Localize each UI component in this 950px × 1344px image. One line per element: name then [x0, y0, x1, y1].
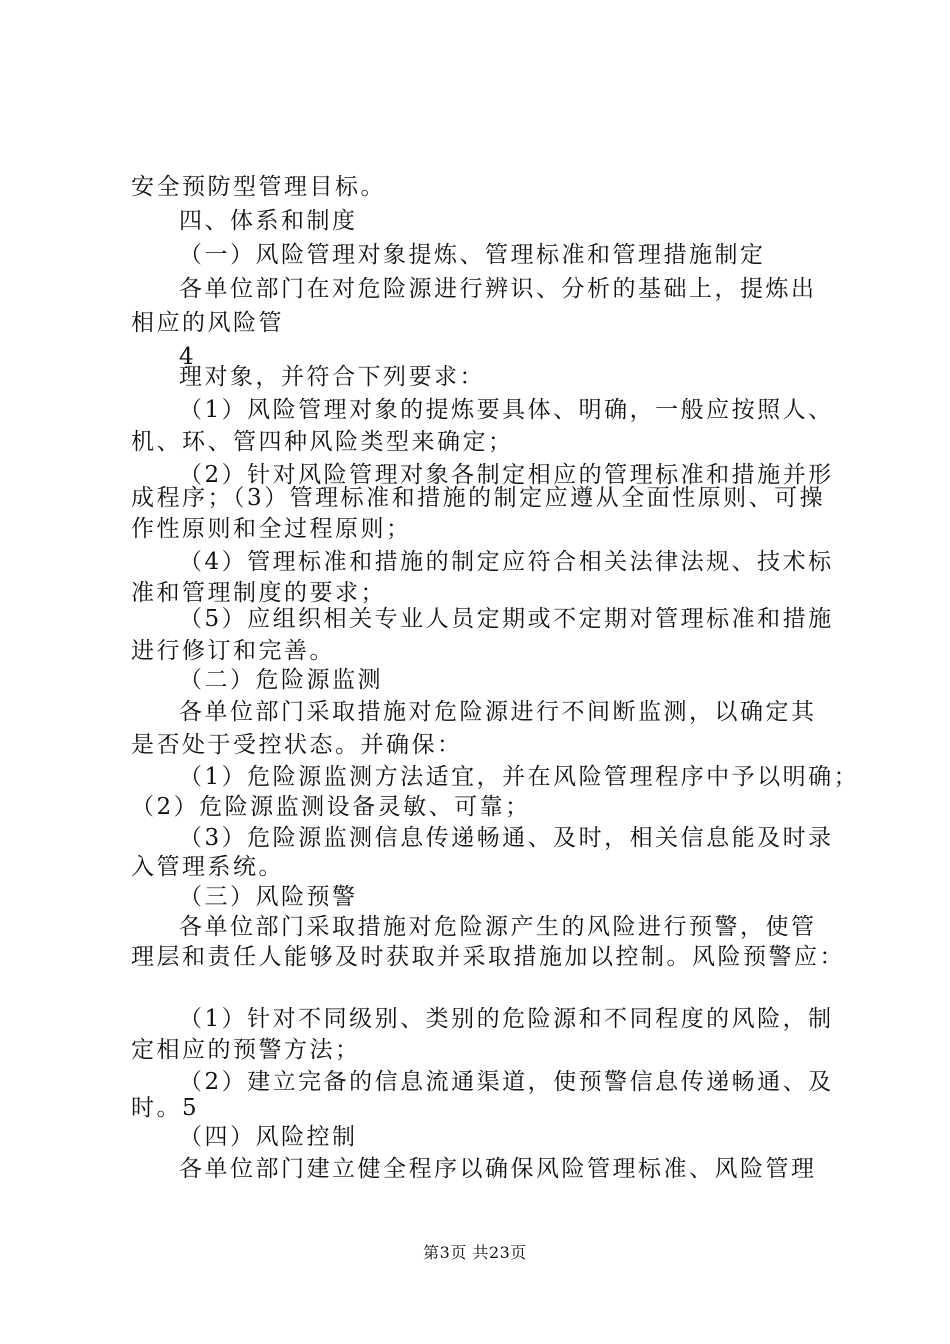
- list-item: （1）危险源监测方法适宜，并在风险管理程序中予以明确；: [179, 764, 860, 790]
- text-line: 安全预防型管理目标。: [131, 174, 386, 200]
- text-line: 时。5: [131, 1095, 200, 1121]
- subsection-heading: （三）风险预警: [179, 884, 358, 910]
- list-item: （2）建立完备的信息流通渠道，使预警信息传递畅通、及: [179, 1069, 834, 1095]
- text-line: 准和管理制度的要求；: [131, 580, 386, 606]
- text-line: 定相应的预警方法；: [131, 1037, 361, 1063]
- subsection-heading: （一）风险管理对象提炼、管理标准和管理措施制定: [179, 242, 766, 268]
- page-footer: 第3页 共23页: [423, 1243, 527, 1262]
- text-line: 各单位部门建立健全程序以确保风险管理标准、风险管理: [179, 1156, 817, 1182]
- text-line: 是否处于受控状态。并确保：: [131, 732, 463, 758]
- text-line: 作性原则和全过程原则；: [131, 516, 412, 542]
- text-line: 机、环、管四种风险类型来确定；: [131, 429, 514, 455]
- text-line: 各单位部门采取措施对危险源产生的风险进行预警，使管: [179, 914, 817, 940]
- text-line: 相应的风险管: [131, 310, 284, 336]
- list-item: （4）管理标准和措施的制定应符合相关法律法规、技术标: [179, 549, 834, 575]
- section-heading: 四、体系和制度: [179, 208, 358, 234]
- text-line: 入管理系统。: [131, 854, 284, 880]
- inline-page-number: 4: [179, 344, 197, 370]
- list-item: （2）危险源监测设备灵敏、可靠；: [131, 794, 531, 820]
- list-item: （1）风险管理对象的提炼要具体、明确，一般应按照人、: [179, 397, 834, 423]
- text-line: 理层和责任人能够及时获取并采取措施加以控制。风险预警应：: [131, 944, 845, 970]
- subsection-heading: （二）危险源监测: [179, 667, 383, 693]
- text-line: 各单位部门在对危险源进行辨识、分析的基础上，提炼出: [179, 276, 817, 302]
- list-item: （3）危险源监测信息传递畅通、及时，相关信息能及时录: [179, 825, 834, 851]
- list-item: （5）应组织相关专业人员定期或不定期对管理标准和措施: [179, 606, 834, 632]
- text-line: 进行修订和完善。: [131, 638, 335, 664]
- text-line: 各单位部门采取措施对危险源进行不间断监测，以确定其: [179, 699, 817, 725]
- subsection-heading: （四）风险控制: [179, 1124, 358, 1150]
- text-line: 成程序；（3）管理标准和措施的制定应遵从全面性原则、可操: [131, 485, 826, 511]
- list-item: （2）针对风险管理对象各制定相应的管理标准和措施并形: [179, 462, 834, 488]
- text-line: 理对象，并符合下列要求：: [179, 364, 485, 390]
- list-item: （1）针对不同级别、类别的危险源和不同程度的风险，制: [179, 1006, 834, 1032]
